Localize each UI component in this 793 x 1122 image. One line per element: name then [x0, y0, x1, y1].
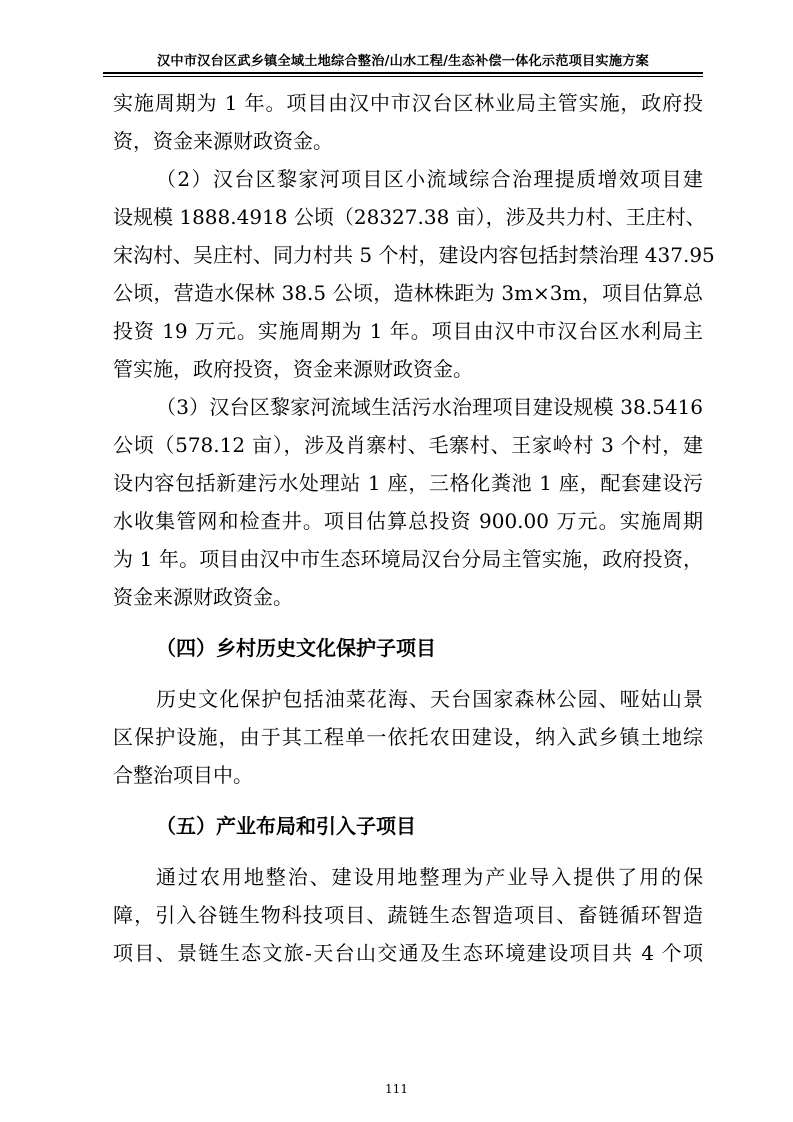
body-line: 设内容包括新建污水处理站 1 座，三格化粪池 1 座，配套建设污 [113, 471, 703, 495]
body-line: 投资 19 万元。实施周期为 1 年。项目由汉中市汉台区水利局主 [113, 319, 703, 343]
body-line: 项目、景链生态文旅-天台山交通及生态环境建设项目共 4 个项 [113, 941, 703, 965]
section-heading: （四）乡村历史文化保护子项目 [156, 636, 436, 660]
body-line: 区保护设施，由于其工程单一依托农田建设，纳入武乡镇土地综 [113, 725, 703, 749]
header-rule-thin [103, 76, 703, 77]
body-line: 合整治项目中。 [113, 763, 253, 787]
body-line: （3）汉台区黎家河流域生活污水治理项目建设规模 38.5416 [156, 395, 703, 419]
body-line: 管实施，政府投资，资金来源财政资金。 [113, 357, 473, 381]
body-line: 为 1 年。项目由汉中市生态环境局汉台分局主管实施，政府投资， [113, 547, 703, 571]
body-line: 公顷，营造水保林 38.5 公顷，造林株距为 3m×3m，项目估算总 [113, 281, 703, 305]
body-line: 设规模 1888.4918 公顷（28327.38 亩），涉及共力村、王庄村、 [113, 205, 706, 229]
body-line: 历史文化保护包括油菜花海、天台国家森林公园、哑姑山景 [156, 687, 703, 711]
section-heading: （五）产业布局和引入子项目 [156, 814, 416, 838]
body-line: 通过农用地整治、建设用地整理为产业导入提供了用的保 [156, 865, 703, 889]
page-number: 111 [385, 1082, 408, 1096]
body-line: （2）汉台区黎家河项目区小流域综合治理提质增效项目建 [156, 167, 703, 191]
body-line: 实施周期为 1 年。项目由汉中市汉台区林业局主管实施，政府投 [113, 91, 703, 115]
body-line: 资金来源财政资金。 [113, 585, 293, 609]
header-rule-thick [103, 72, 703, 74]
page-body [113, 84, 715, 972]
body-line: 资，资金来源财政资金。 [113, 129, 333, 153]
body-line: 水收集管网和检查井。项目估算总投资 900.00 万元。实施周期 [113, 509, 703, 533]
body-line: 宋沟村、吴庄村、同力村共 5 个村，建设内容包括封禁治理 437.95 [113, 243, 715, 267]
page-header: 汉中市汉台区武乡镇全域土地综合整治/山水工程/生态补偿一体化示范项目实施方案 [157, 54, 649, 69]
body-line: 公顷（578.12 亩），涉及肖寨村、毛寨村、王家岭村 3 个村，建 [113, 433, 703, 457]
body-line: 障，引入谷链生物科技项目、蔬链生态智造项目、畜链循环智造 [113, 903, 703, 927]
